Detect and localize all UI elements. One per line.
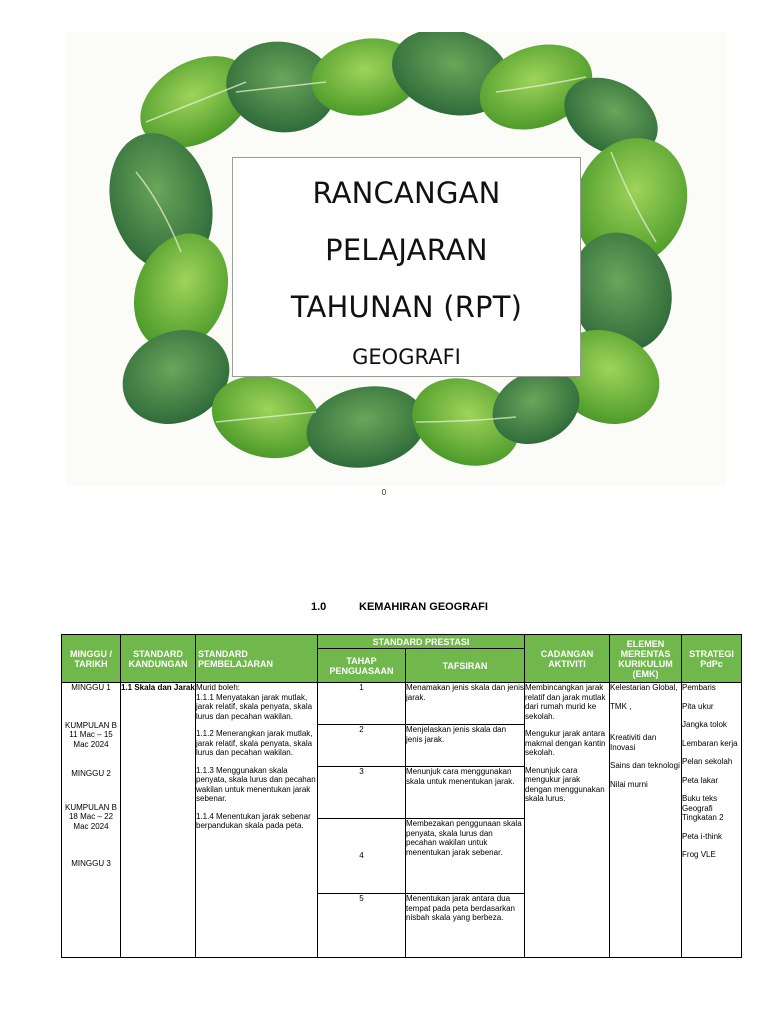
tafsiran-cell: Menjelaskan jenis skala dan jenis jarak.: [406, 725, 525, 767]
strategi-item: Peta i-think: [682, 831, 723, 841]
minggu-label: MINGGU 1: [71, 683, 111, 692]
pembelajaran-item: 1.1.3 Menggunakan skala penyata, skala lurus dan pecahan wakilan untuk menentukan jarak sebenar.: [196, 765, 316, 803]
cover-title-line-2: PELAJARAN: [325, 233, 488, 267]
pembelajaran-intro: Murid boleh:: [196, 683, 241, 692]
pembelajaran-item: 1.1.1 Menyatakan jarak mutlak, jarak relatif, skala penyata, skala lurus dan pecahan wakilan.: [196, 692, 313, 721]
emk-item: TMK ,: [610, 701, 632, 711]
standard-pembelajaran-cell: [196, 683, 318, 958]
minggu-label: MINGGU 2: [71, 769, 111, 778]
strategi-item: Frog VLE: [682, 850, 716, 859]
header-tafsiran: TAFSIRAN: [406, 649, 525, 683]
strategi-cell: [682, 683, 742, 958]
tahap-cell: 2: [318, 725, 406, 767]
kumpulan-label: KUMPULAN B: [64, 802, 117, 812]
cadangan-item: Menunjuk cara mengukur jarak dengan menggunakan skala lurus.: [525, 765, 605, 803]
tahap-cell: 4: [318, 819, 406, 894]
pembelajaran-item: 1.1.4 Menentukan jarak sebenar berpandukan skala pada peta.: [196, 811, 311, 830]
tafsiran-cell: Menunjuk cara menggunakan skala untuk menentukan jarak.: [406, 767, 525, 819]
section-heading: [311, 601, 488, 613]
header-standard-kandungan: STANDARD KANDUNGAN: [121, 635, 196, 683]
tafsiran-cell: Menentukan jarak antara dua tempat pada peta berdasarkan nisbah skala yang berbeza.: [406, 894, 525, 958]
tarikh-label: 18 Mac – 22 Mac 2024: [68, 812, 114, 831]
emk-item: Sains dan teknologi: [610, 761, 680, 770]
cadangan-aktiviti-cell: [525, 683, 610, 958]
section-number: 1.0: [311, 601, 327, 613]
cover-subtitle: GEOGRAFI: [352, 345, 461, 369]
emk-item: Kelestarian Global,: [610, 683, 678, 692]
header-minggu: MINGGU / TARIKH: [62, 635, 121, 683]
tahap-cell: 3: [318, 767, 406, 819]
rpt-table: [61, 634, 742, 958]
tafsiran-cell: Menamakan jenis skala dan jenis jarak.: [406, 683, 525, 725]
strategi-item: Buku teks Geografi Tingkatan 2: [682, 794, 724, 822]
minggu-label: MINGGU 3: [71, 859, 111, 868]
kumpulan-label: KUMPULAN B: [64, 720, 117, 730]
standard-kandungan-cell: 1.1 Skala dan Jarak: [121, 683, 196, 958]
minggu-cell: [62, 683, 121, 958]
strategi-item: Peta lakar: [682, 775, 719, 785]
cover-title-line-1: RANCANGAN: [312, 176, 501, 210]
header-standard-prestasi: STANDARD PRESTASI: [318, 635, 525, 649]
section-title: KEMAHIRAN GEOGRAFI: [359, 601, 488, 613]
tahap-cell: 1: [318, 683, 406, 725]
emk-cell: [610, 683, 682, 958]
header-tahap-penguasaan: TAHAP PENGUASAAN: [318, 649, 406, 683]
tarikh-label: 11 Mac – 15 Mac 2024: [69, 730, 113, 749]
strategi-item: Lembaran kerja: [682, 738, 738, 748]
strategi-item: Pita ukur: [682, 701, 714, 711]
header-emk: ELEMEN MERENTAS KURIKULUM (EMK): [610, 635, 682, 683]
header-standard-pembelajaran: STANDARD PEMBELAJARAN: [196, 635, 318, 683]
cover-illustration: [66, 32, 726, 486]
cover-title-box: [232, 157, 581, 377]
page-number: 0: [381, 488, 387, 497]
strategi-item: Pelan sekolah: [682, 757, 733, 766]
cadangan-item: Membincangkan jarak relatif dan jarak mutlak dari rumah murid ke sekolah.: [525, 683, 606, 721]
strategi-item: Pembaris: [682, 683, 716, 692]
pembelajaran-item: 1.1.2 Menerangkan jarak mutlak, jarak relatif, skala penyata, skala lurus dan pecahan wakilan.: [196, 729, 313, 757]
strategi-item: Jangka tolok: [682, 720, 727, 729]
header-strategi: STRATEGI PdPc: [682, 635, 742, 683]
emk-item: Nilai murni: [610, 779, 648, 789]
tafsiran-cell: Membezakan penggunaan skala penyata, skala lurus dan pecahan wakilan untuk menentukan jarak sebenar.: [406, 819, 525, 894]
header-cadangan-aktiviti: CADANGAN AKTIVITI: [525, 635, 610, 683]
cadangan-item: Mengukur jarak antara makmal dengan kantin sekolah.: [525, 729, 606, 757]
emk-item: Kreativiti dan Inovasi: [610, 733, 657, 752]
cover-title-line-3: TAHUNAN (RPT): [290, 290, 523, 324]
tahap-cell: 5: [318, 894, 406, 958]
